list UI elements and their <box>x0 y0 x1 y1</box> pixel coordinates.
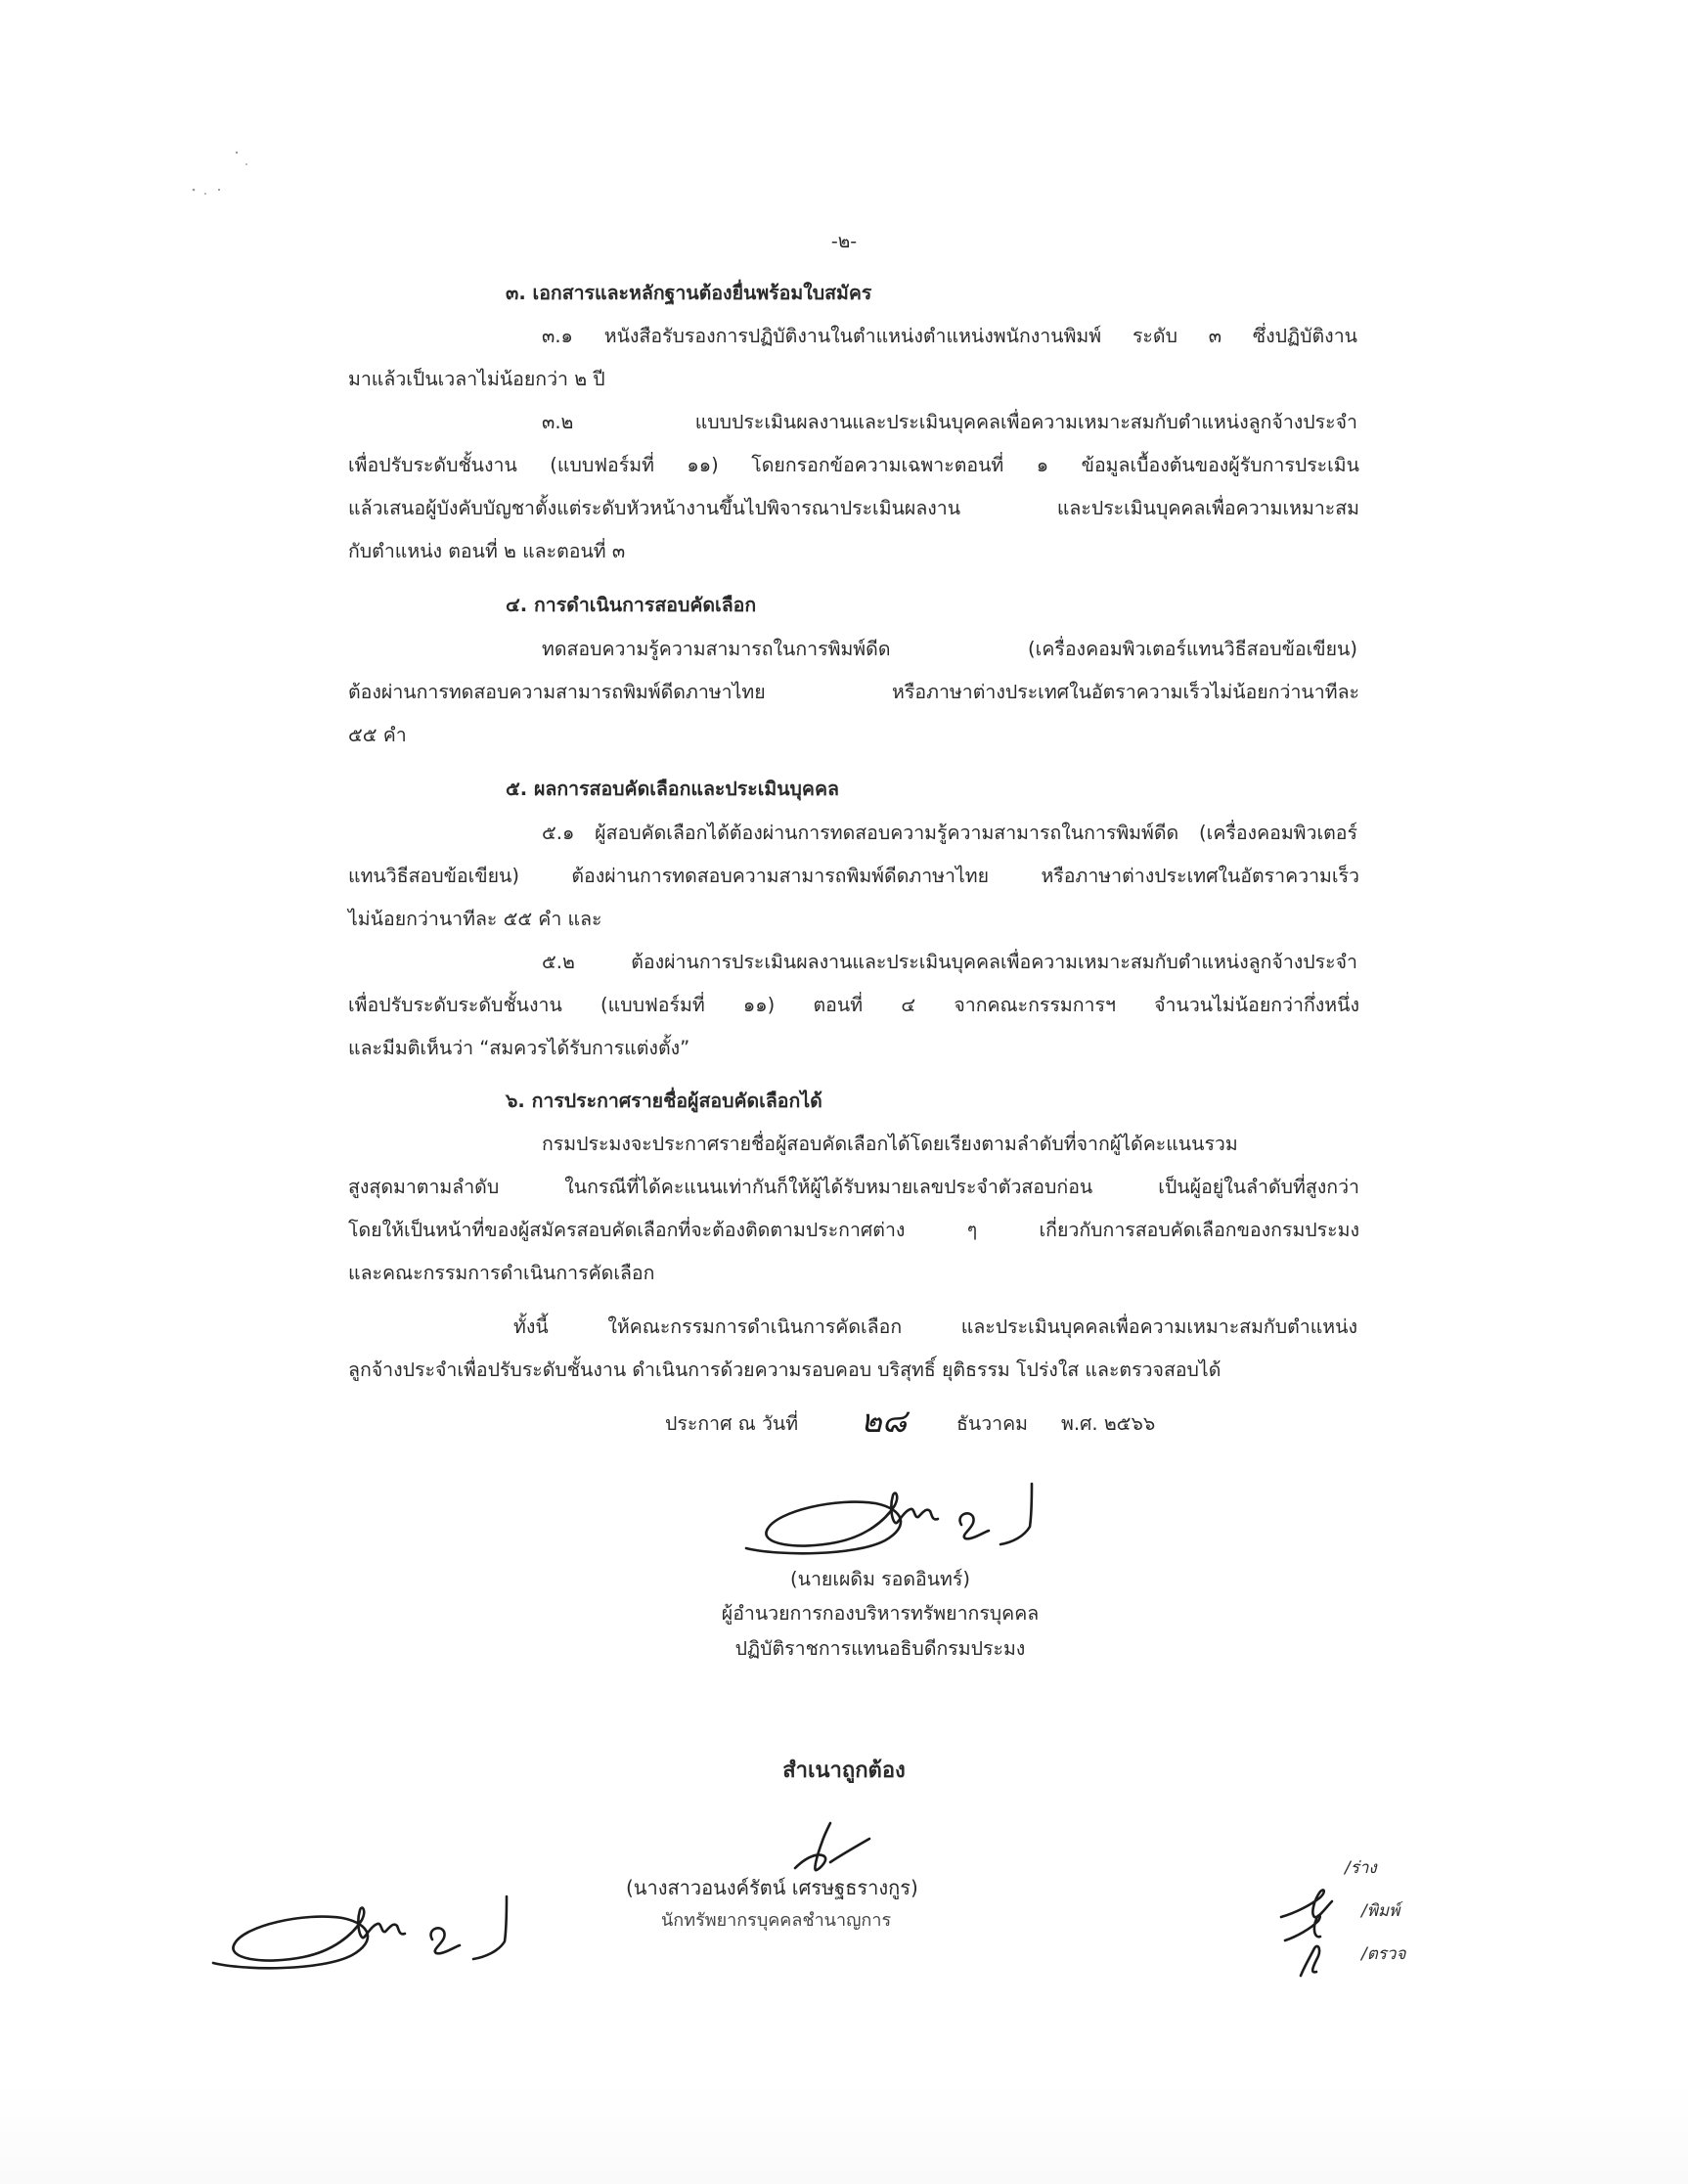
section-4-line-1: ทดสอบความรู้ความสามารถในการพิมพ์ดีด (เครื่องคอมพิวเตอร์แทนวิธีสอบข้อเขียน) <box>542 638 1357 660</box>
section-6-line-2: สูงสุดมาตามลำดับ ในกรณีที่ได้คะแนนเท่ากันก็ให้ผู้ได้รับหมายเลขประจำตัวสอบก่อน เป็นผู้อยู่ในลำดับที่สูงกว่า <box>348 1176 1359 1198</box>
section-3-1-line-1: ๓.๑ หนังสือรับรองการปฏิบัติงานในตำแหน่งตำแหน่งพนักงานพิมพ์ ระดับ ๓ ซึ่งปฏิบัติงาน <box>542 325 1357 347</box>
certifier-name: (นางสาวอนงค์รัตน์ เศรษฐธรางกูร) <box>626 1876 918 1899</box>
section-4-heading: ๔. การดำเนินการสอบคัดเลือก <box>506 594 757 616</box>
section-6-heading: ๖. การประกาศรายชื่อผู้สอบคัดเลือกได้ <box>506 1090 822 1112</box>
section-3-2-line-1: ๓.๒ แบบประเมินผลงานและประเมินบุคคลเพื่อความเหมาะสมกับตำแหน่งลูกจ้างประจำ <box>542 411 1357 433</box>
section-5-1-line-2: แทนวิธีสอบข้อเขียน) ต้องผ่านการทดสอบความสามารถพิมพ์ดีดภาษาไทย หรือภาษาต่างประเทศในอัตราความเร็ว <box>348 865 1359 887</box>
routing-checked: /ตรวจ <box>1361 1944 1406 1964</box>
section-3-1-line-2: มาแล้วเป็นเวลาไม่น้อยกว่า ๒ ปี <box>348 368 605 390</box>
announcement-month: ธันวาคม <box>956 1412 1029 1435</box>
section-5-2-line-2: เพื่อปรับระดับระดับชั้นงาน (แบบฟอร์มที่ ๑๑) ตอนที่ ๔ จากคณะกรรมการฯ จำนวนไม่น้อยกว่ากึ่งหนึ่ง <box>348 994 1359 1016</box>
signatory-title-1: ผู้อำนวยการกองบริหารทรัพยากรบุคคล <box>721 1602 1040 1625</box>
section-5-2-line-3: และมีมติเห็นว่า “สมควรได้รับการแต่งตั้ง” <box>348 1037 690 1059</box>
section-5-heading: ๕. ผลการสอบคัดเลือกและประเมินบุคคล <box>506 778 839 800</box>
announcement-day-handwritten: ๒๘ <box>861 1402 908 1440</box>
section-3-2-line-2: เพื่อปรับระดับชั้นงาน (แบบฟอร์มที่ ๑๑) โดยกรอกข้อความเฉพาะตอนที่ ๑ ข้อมูลเบื้องต้นของผู้รับการประเมิน <box>348 454 1359 476</box>
section-6-line-1: กรมประมงจะประกาศรายชื่อผู้สอบคัดเลือกได้โดยเรียงตามลำดับที่จากผู้ได้คะแนนรวม <box>542 1133 1238 1155</box>
scan-bottom-shade <box>0 2083 1688 2184</box>
signatory-name: (นายเผดิม รอดอินทร์) <box>790 1568 970 1590</box>
certifier-title: นักทรัพยากรบุคคลชำนาญการ <box>661 1910 892 1931</box>
section-6-line-4: และคณะกรรมการดำเนินการคัดเลือก <box>348 1262 655 1284</box>
section-5-2-line-1: ๕.๒ ต้องผ่านการประเมินผลงานและประเมินบุคคลเพื่อความเหมาะสมกับตำแหน่งลูกจ้างประจำ <box>542 951 1357 973</box>
page-number: -๒- <box>830 231 858 252</box>
announcement-prefix: ประกาศ ณ วันที่ <box>665 1412 799 1435</box>
signatory-title-2: ปฏิบัติราชการแทนอธิบดีกรมประมง <box>734 1637 1026 1660</box>
section-3-2-line-4: กับตำแหน่ง ตอนที่ ๒ และตอนที่ ๓ <box>348 540 626 562</box>
director-signature <box>738 1462 1051 1580</box>
routing-typed: /พิมพ์ <box>1361 1901 1400 1921</box>
section-5-1-line-1: ๕.๑ ผู้สอบคัดเลือกได้ต้องผ่านการทดสอบความรู้ความสามารถในการพิมพ์ดีด (เครื่องคอมพิวเตอร์ <box>542 822 1357 844</box>
section-4-line-3: ๕๕ คำ <box>348 724 407 746</box>
announcement-year: พ.ศ. ๒๕๖๖ <box>1061 1412 1156 1435</box>
routing-draft: /ร่าง <box>1345 1858 1377 1878</box>
section-3-2-line-3: แล้วเสนอผู้บังคับบัญชาตั้งแต่ระดับหัวหน้างานขึ้นไปพิจารณาประเมินผลงาน และประเมินบุคคลเพื่อความเหมาะสม <box>348 497 1359 519</box>
certified-copy-label: สำเนาถูกต้อง <box>782 1759 906 1783</box>
section-3-heading: ๓. เอกสารและหลักฐานต้องยื่นพร้อมใบสมัคร <box>506 282 872 304</box>
section-4-line-2: ต้องผ่านการทดสอบความสามารถพิมพ์ดีดภาษาไทย หรือภาษาต่างประเทศในอัตราความเร็วไม่น้อยกว่านาทีละ <box>348 681 1359 703</box>
scan-specks <box>186 147 284 205</box>
closing-line-2: ลูกจ้างประจำเพื่อปรับระดับชั้นงาน ดำเนินการด้วยความรอบคอบ บริสุทธิ์ ยุติธรรม โปร่งใส และตรวจสอบได้ <box>348 1359 1222 1381</box>
section-5-1-line-3: ไม่น้อยกว่านาทีละ ๕๕ คำ และ <box>348 908 602 930</box>
bottom-left-signature <box>205 1873 538 1981</box>
section-6-line-3: โดยให้เป็นหน้าที่ของผู้สมัครสอบคัดเลือกที่จะต้องติดตามประกาศต่าง ๆ เกี่ยวกับการสอบคัดเลือกของกรมประมง <box>348 1219 1359 1241</box>
closing-line-1: ทั้งนี้ ให้คณะกรรมการดำเนินการคัดเลือก และประเมินบุคคลเพื่อความเหมาะสมกับตำแหน่ง <box>513 1315 1357 1338</box>
